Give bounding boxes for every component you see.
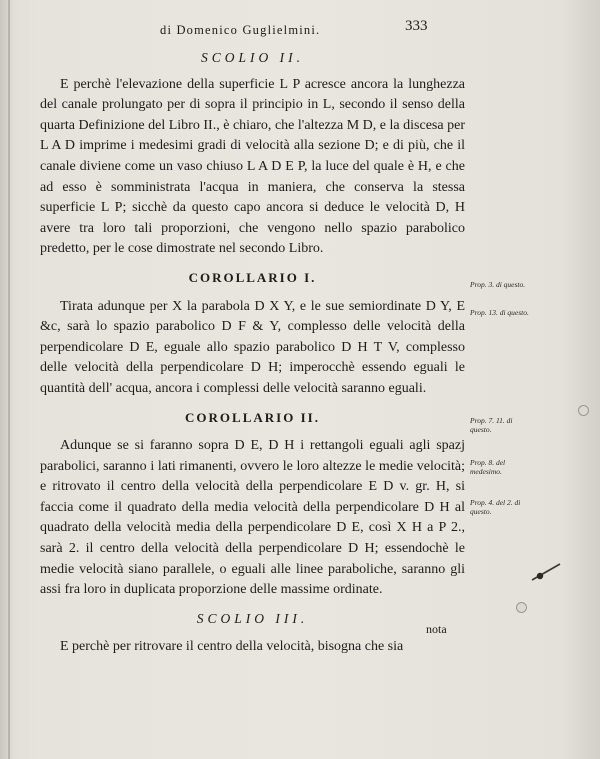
scolio-2-paragraph: E perchè l'elevazione della superficie L P acresce ancora la lunghezza del canale prolungato per di sopra il principio in L, secondo il senso della quarta Definizione del Libro II., è chiaro, che l'altezza M D, e la discesa per L A D imprime i medesimi gradi di velocità alla sezione D; e di più, che il canale diviene come un vaso chiuso L A D E P, la luce del quale è H, e che ad esso è somministrata l'acqua in maniera, che conserva la stessa superficie L P; sicchè da questo capo ancora si deduce le velocità D, H avere tra loro tali proporzioni, che vengono nello spazio parabolico predetto, per le cose dimostrate nel secondo Libro. bbox=[40, 76, 465, 257]
corollario-2-heading: COROLLARIO II. bbox=[185, 409, 320, 425]
catchword: nota bbox=[426, 622, 447, 636]
scolio-3-paragraph: E perchè per ritrovare il centro della velocità, bisogna che sia bbox=[60, 639, 404, 655]
margin-note: Prop. 13. di questo. bbox=[470, 308, 529, 317]
binding-hole bbox=[578, 405, 589, 416]
scolio-3-heading: SCOLIO III. bbox=[196, 610, 309, 626]
main-text bbox=[40, 48, 465, 658]
page-number: 333 bbox=[405, 18, 428, 34]
pin-icon bbox=[530, 560, 564, 584]
page-gutter bbox=[8, 0, 10, 759]
corollario-1-heading: COROLLARIO I. bbox=[188, 269, 317, 285]
binding-hole bbox=[516, 602, 527, 613]
page-header bbox=[0, 18, 600, 40]
margin-note: Prop. 8. del medesimo. bbox=[470, 458, 506, 476]
margin-note: Prop. 4. del 2. di questo. bbox=[470, 498, 521, 516]
corollario-1-paragraph: Tirata adunque per X la parabola D X Y, e le sue semiordinate D Y, E &c, sarà lo spazio parabolico D F & Y, complesso delle velocità della perpendicolare D E, eguale allo spazio parabolico D H T V, complesso delle velocità della perpendicolare D H; imperocchè essendo eguali le quantità dell' acqua, ancora i complessi delle velocità saranno eguali. bbox=[40, 298, 465, 396]
scolio-2-heading: SCOLIO II. bbox=[201, 50, 304, 65]
corollario-2-paragraph: Adunque se si faranno sopra D E, D H i rettangoli eguali agli spazj parabolici, saranno i lati rimanenti, ovvero le loro altezze le medie velocità; e ritrovato il centro della velocità della perpendicolare E D v. gr. H, si faccia come il quadrato della media velocità della perpendicolare D H al quadrato della velocità media della perpendicolare D E, così X H a P 2., sarà 2. il centro della velocità della perpendicolare D H; essendochè le medie velocità siano parallele, o eguali alle linee paraboliche, saranno gli assi fra loro in duplicata proporzione delle massime ordinate. bbox=[40, 438, 465, 598]
running-head: di Domenico Guglielmini. bbox=[160, 23, 321, 37]
margin-note: Prop. 3. di questo. bbox=[470, 280, 526, 289]
margin-note: Prop. 7. 11. di questo. bbox=[470, 416, 513, 434]
